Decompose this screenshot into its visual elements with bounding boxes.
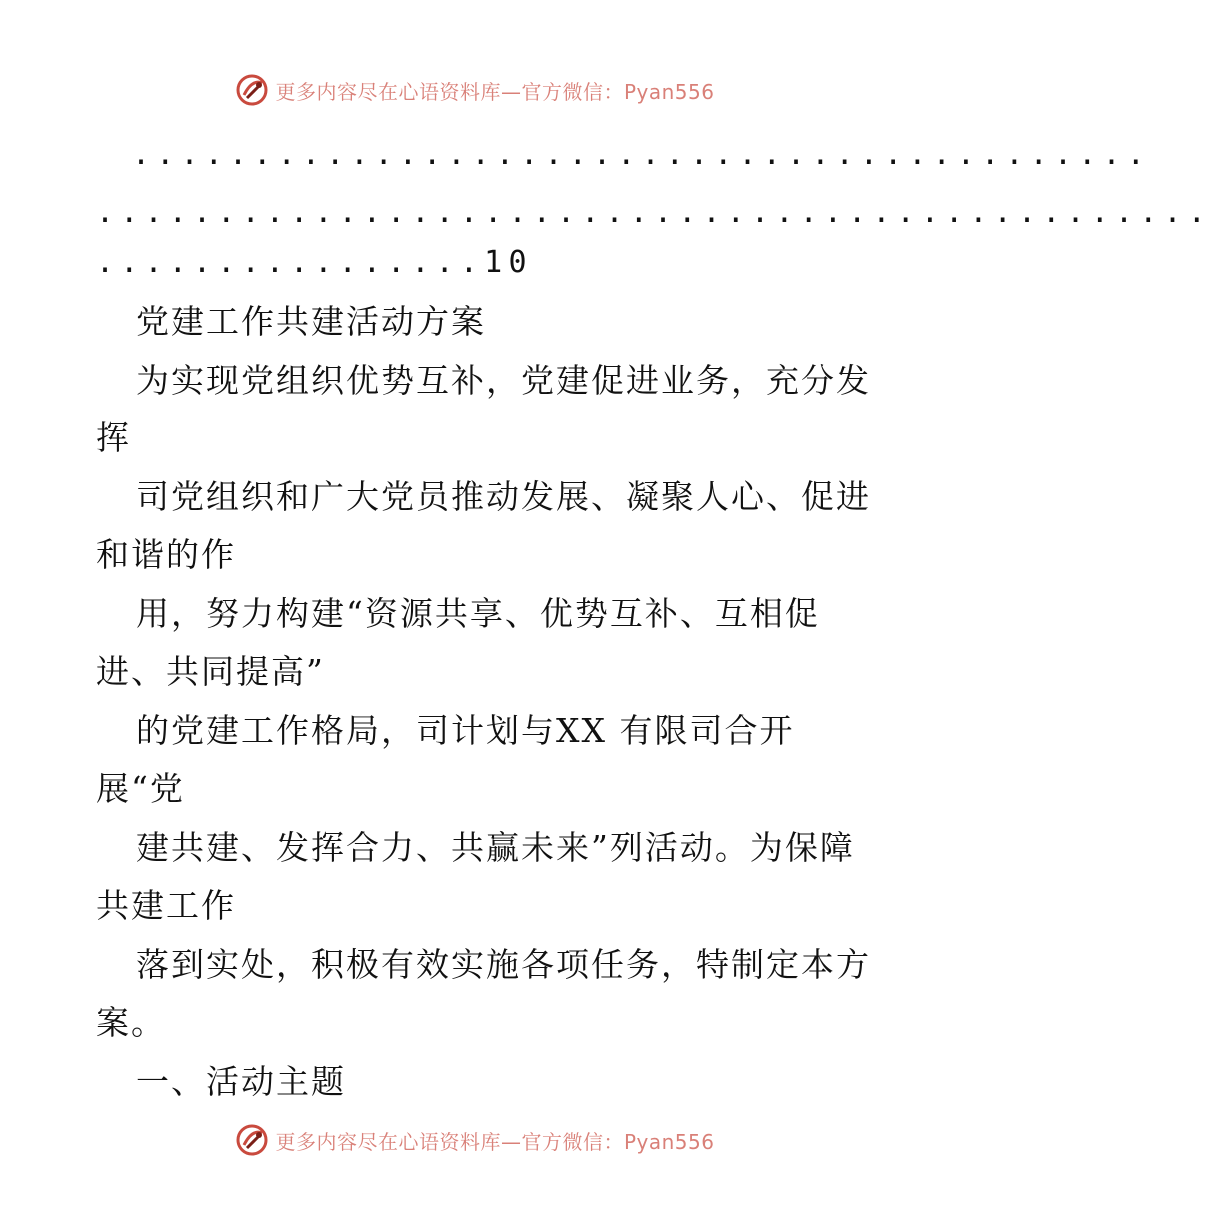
document-title: 党建工作共建活动方案 bbox=[136, 302, 486, 341]
paragraph-line: 挥 bbox=[96, 418, 131, 457]
paragraph-line: 建共建、发挥合力、共赢未来”列活动。为保障 bbox=[136, 828, 855, 867]
toc-leader-page-number: ................10 bbox=[96, 245, 533, 280]
paragraph-line: 的党建工作格局，司计划与XX 有限司合开 bbox=[136, 711, 795, 750]
paragraph-line: 进、共同提高” bbox=[96, 652, 325, 691]
paragraph-line: 案。 bbox=[96, 1003, 166, 1042]
paragraph-line: 司党组织和广大党员推动发展、凝聚人心、促进 bbox=[136, 477, 871, 516]
footer-watermark-banner bbox=[0, 1120, 950, 1160]
toc-leader-dots: .............................................. bbox=[96, 195, 1212, 230]
watermark-text: 更多内容尽在心语资料库—官方微信：Pyan556 bbox=[275, 1129, 715, 1154]
paragraph-line: 共建工作 bbox=[96, 886, 236, 925]
paragraph-line: 展“党 bbox=[96, 769, 185, 808]
section-heading: 一、活动主题 bbox=[136, 1062, 346, 1101]
paragraph-line: 和谐的作 bbox=[96, 535, 236, 574]
seal-logo-icon bbox=[235, 1123, 269, 1157]
toc-leader-dots: .......................................... bbox=[132, 137, 1151, 172]
paragraph-line: 落到实处，积极有效实施各项任务，特制定本方 bbox=[136, 945, 871, 984]
watermark-text: 更多内容尽在心语资料库—官方微信：Pyan556 bbox=[275, 79, 715, 104]
paragraph-line: 用，努力构建“资源共享、优势互补、互相促 bbox=[136, 594, 820, 633]
paragraph-line: 为实现党组织优势互补，党建促进业务，充分发 bbox=[136, 361, 871, 400]
